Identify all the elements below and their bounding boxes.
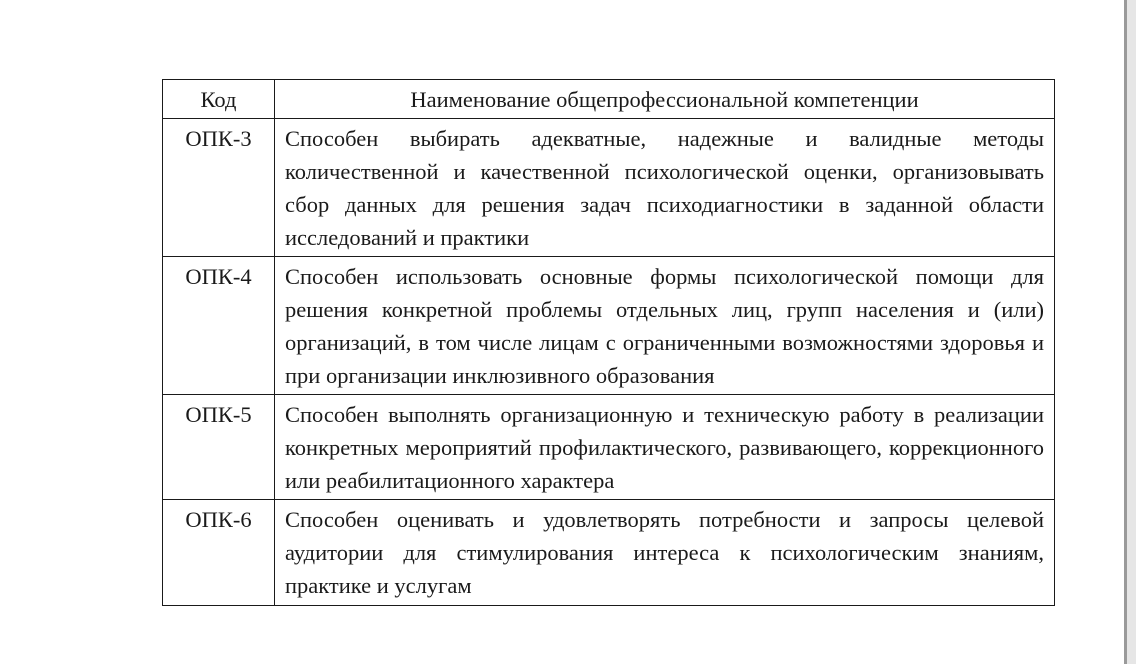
header-name: Наименование общепрофессиональной компетенции xyxy=(275,80,1055,119)
competence-code: ОПК-5 xyxy=(163,395,275,500)
table-header-row xyxy=(163,80,1055,119)
competence-description: Способен использовать основные формы психологической помощи для решения конкретной проблемы отдельных лиц, групп населения и (или) организаций, в том числе лицам с ограниченными возможностями здоровья и при организации инклюзивного образования xyxy=(275,257,1055,395)
header-code: Код xyxy=(163,80,275,119)
viewer-gutter xyxy=(1127,0,1136,664)
competence-code: ОПК-6 xyxy=(163,500,275,606)
competence-description: Способен выбирать адекватные, надежные и валидные методы количественной и качественной психологической оценки, организовывать сбор данных для решения задач психодиагностики в заданной области исследований и практики xyxy=(275,119,1055,257)
competence-table xyxy=(162,79,1055,606)
competence-description: Способен выполнять организационную и техническую работу в реализации конкретных мероприятий профилактического, развивающего, коррекционного или реабилитационного характера xyxy=(275,395,1055,500)
competence-code: ОПК-4 xyxy=(163,257,275,395)
table-row xyxy=(163,395,1055,500)
competence-code: ОПК-3 xyxy=(163,119,275,257)
table-row xyxy=(163,257,1055,395)
competence-description: Способен оценивать и удовлетворять потребности и запросы целевой аудитории для стимулирования интереса к психологическим знаниям, практике и услугам xyxy=(275,500,1055,606)
table-row xyxy=(163,119,1055,257)
table-row xyxy=(163,500,1055,606)
